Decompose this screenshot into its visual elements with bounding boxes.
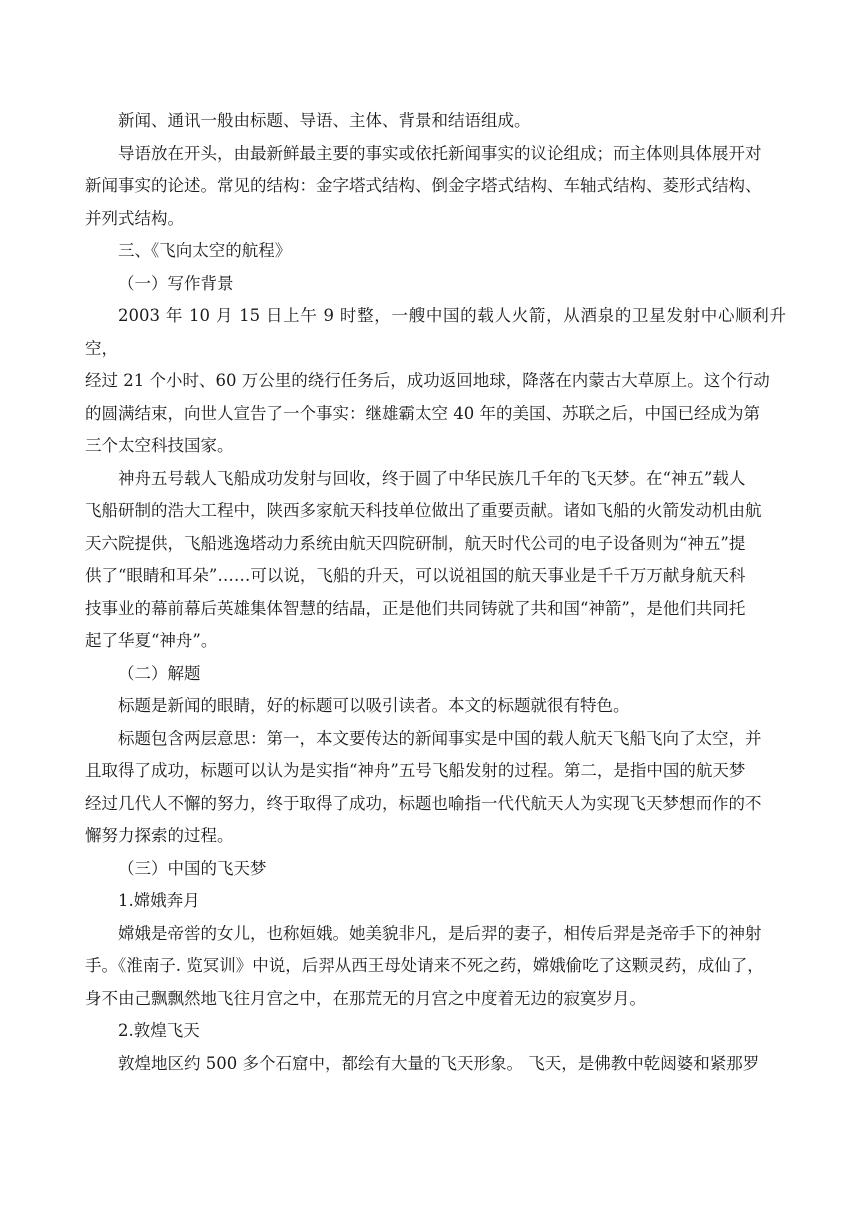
text-line: 经过 21 个小时、60 万公里的绕行任务后，成功返回地球，降落在内蒙古大草原上。这个行动 [85, 371, 770, 390]
subsection-heading-text: （一）写作背景 [118, 273, 234, 293]
paragraph [85, 885, 786, 918]
text-line: 经过几代人不懈的努力，终于取得了成功，标题也喻指一代代航天人为实现飞天梦想而作的不 [85, 793, 762, 813]
paragraph [85, 300, 786, 463]
text-line: 起了华夏“神舟”。 [85, 631, 218, 650]
subsection-heading [85, 658, 786, 691]
text-line: 2003 年 10 月 15 日上午 9 时整，一艘中国的载人火箭，从酒泉的卫星发射中心顺利升空， [85, 306, 786, 358]
subsection-heading [85, 268, 786, 301]
text-line: 标题包含两层意思：第一，本文要传达的新闻事实是中国的载人航天飞船飞向了太空，并 [118, 728, 762, 748]
section-heading [85, 235, 786, 268]
text-line: 新闻、通讯一般由标题、导语、主体、背景和结语组成。 [118, 111, 531, 130]
paragraph [85, 723, 786, 853]
text-line: 敦煌地区约 500 多个石窟中，都绘有大量的飞天形象。 飞天，是佛教中乾闼婆和紧那罗 [118, 1053, 760, 1073]
subsection-heading [85, 853, 786, 886]
text-line: 三个太空科技国家。 [85, 436, 234, 455]
text-line: 飞船研制的浩大工程中，陕西多家航天科技单位做出了重要贡献。诸如飞船的火箭发动机由航 [85, 501, 762, 520]
text-line: 标题是新闻的眼睛，好的标题可以吸引读者。本文的标题就很有特色。 [118, 696, 630, 715]
text-line: 供了“眼睛和耳朵”……可以说，飞船的升天，可以说祖国的航天事业是千千万万献身航天科 [85, 566, 746, 585]
text-line: 并列式结构。 [85, 208, 184, 228]
text-line: 技事业的幕前幕后英雄集体智慧的结晶，正是他们共同铸就了共和国“神箭”，是他们共同托 [85, 598, 746, 618]
paragraph [85, 138, 786, 236]
text-line: 手。《淮南子. 览冥训》中说，后羿从西王母处请来不死之药，嫦娥偷吃了这颗灵药，成仙了， [85, 956, 764, 975]
text-line: 的圆满结束，向世人宣告了一个事实：继雄霸太空 40 年的美国、苏联之后，中国已经成为第 [85, 403, 760, 423]
text-line: 导语放在开头，由最新鲜最主要的事实或依托新闻事实的议论组成；而主体则具体展开对 [118, 143, 762, 163]
text-line: 且取得了成功，标题可以认为是实指“神舟”五号飞船发射的过程。第二，是指中国的航天梦 [85, 761, 746, 780]
subsection-heading-text: （三）中国的飞天梦 [118, 858, 267, 878]
paragraph [85, 105, 786, 138]
section-heading-text: 三、《飞向太空的航程》 [118, 241, 292, 260]
text-line: 2.敦煌飞天 [118, 1021, 200, 1040]
document-body [85, 105, 786, 1080]
text-line: 懈努力探索的过程。 [85, 826, 234, 845]
subsection-heading-text: （二）解题 [118, 663, 201, 683]
paragraph [85, 918, 786, 1016]
paragraph [85, 1015, 786, 1048]
text-line: 身不由己飘飘然地飞往月宫之中，在那荒无的月宫之中度着无边的寂寞岁月。 [85, 988, 646, 1008]
text-line: 天六院提供，飞船逃逸塔动力系统由航天四院研制，航天时代公司的电子设备则为“神五”提 [85, 533, 746, 553]
text-line: 1.嫦娥奔月 [118, 891, 200, 910]
paragraph [85, 690, 786, 723]
paragraph [85, 463, 786, 658]
paragraph [85, 1048, 786, 1081]
text-line: 新闻事实的论述。常见的结构：金字塔式结构、倒金字塔式结构、车轴式结构、菱形式结构、 [85, 176, 762, 195]
text-line: 嫦娥是帝喾的女儿，也称姮娥。她美貌非凡，是后羿的妻子，相传后羿是尧帝手下的神射 [118, 923, 762, 943]
text-line: 神舟五号载人飞船成功发射与回收，终于圆了中华民族几千年的飞天梦。在“神五”载人 [118, 468, 746, 488]
